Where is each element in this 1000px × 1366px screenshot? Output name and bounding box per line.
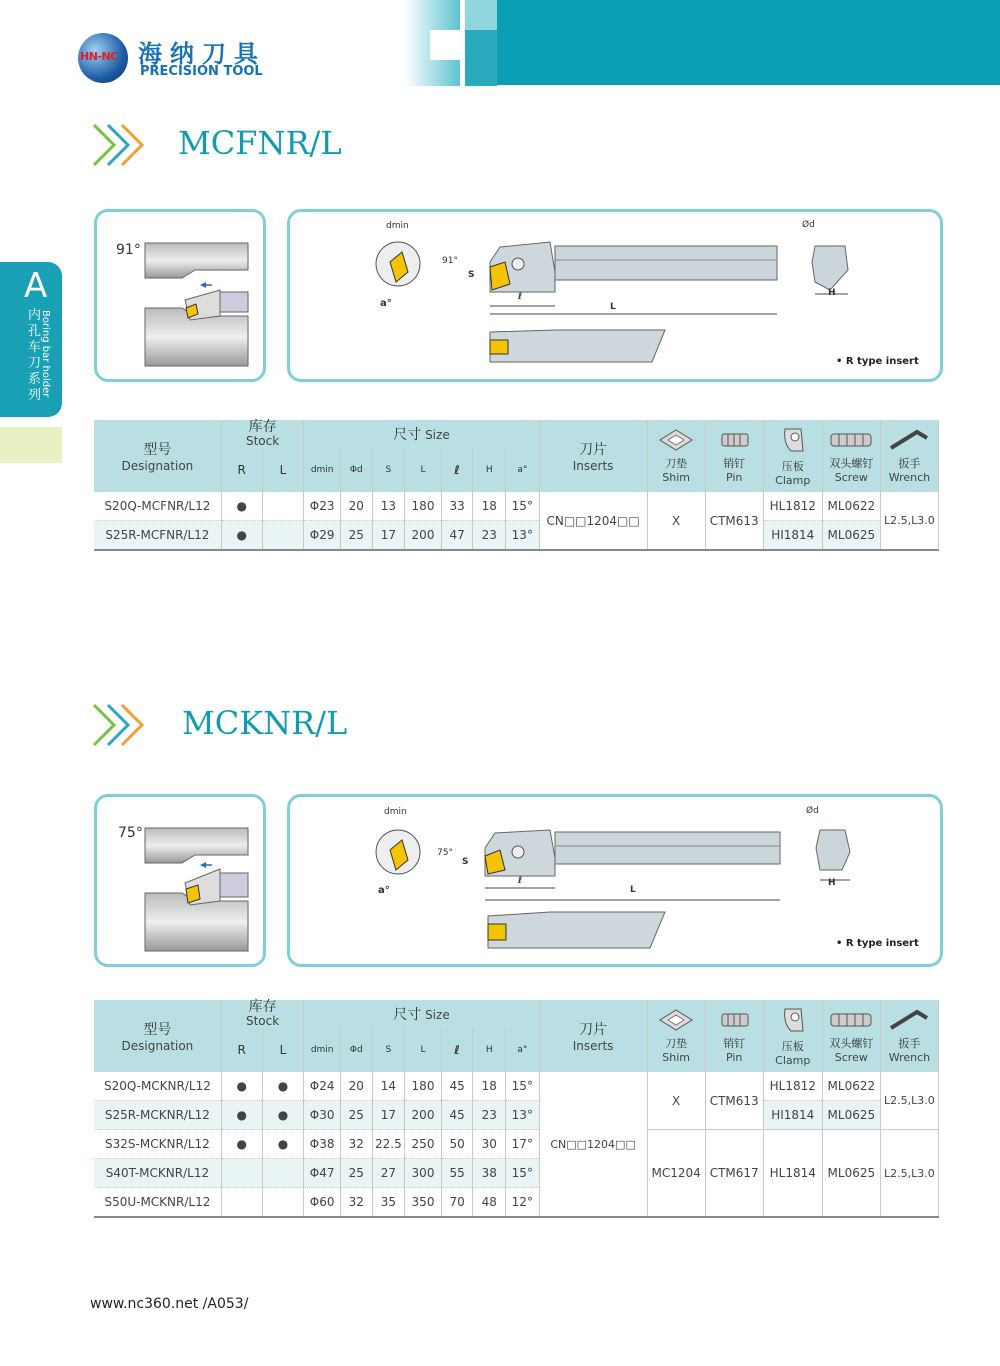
l-big-dim-label: L bbox=[610, 302, 616, 312]
screw-header: 双头螺钉 Screw bbox=[822, 420, 880, 492]
boring-diagram bbox=[140, 825, 252, 955]
spec-table bbox=[94, 420, 939, 551]
boring-diagram bbox=[140, 240, 252, 370]
side-tab-label-en: Boring bar holder bbox=[40, 310, 51, 398]
table-row: S25R-MCFNR/L12 ● Φ29 25 17 200 47 23 13° HI1814 ML0625 bbox=[94, 521, 939, 551]
pin-cell: CTM613 bbox=[705, 492, 763, 550]
clamp-header: 压板 Clamp bbox=[763, 420, 822, 492]
clamp-icon bbox=[773, 1005, 813, 1035]
wrench-header: 扳手 Wrench bbox=[880, 1000, 938, 1072]
pin-cell: CTM613 bbox=[705, 1072, 763, 1130]
pin-cell: CTM617 bbox=[705, 1130, 763, 1218]
col-l-big: L bbox=[405, 448, 442, 492]
pin-header: 销钉 Pin bbox=[705, 1000, 763, 1072]
h-dim-label: H bbox=[828, 878, 836, 888]
shim-header: 刀垫 Shim bbox=[647, 420, 705, 492]
col-s: S bbox=[372, 448, 405, 492]
shim-cell: MC1204 bbox=[647, 1130, 705, 1218]
stock-l-header: L bbox=[262, 448, 304, 492]
side-tab-letter: A bbox=[24, 266, 48, 306]
section-title: MCKNR/L bbox=[182, 704, 348, 742]
col-d: Φd bbox=[341, 448, 373, 492]
dmin-label: dmin bbox=[384, 807, 407, 817]
col-s: S bbox=[372, 1028, 405, 1072]
tool-drawing bbox=[370, 808, 870, 958]
screw-icon bbox=[827, 428, 875, 452]
screw-header: 双头螺钉 Screw bbox=[822, 1000, 880, 1072]
insert-cell: CN□□1204□□ bbox=[539, 492, 647, 550]
col-l-small: ℓ bbox=[441, 1028, 473, 1072]
size-header: 尺寸 Size bbox=[304, 420, 539, 448]
pin-icon bbox=[714, 428, 754, 452]
wrench-icon bbox=[887, 428, 931, 452]
shim-icon bbox=[656, 1008, 696, 1032]
col-dmin: dmin bbox=[304, 1028, 341, 1072]
side-tab-label-cn: 内孔车刀系列 bbox=[28, 308, 42, 403]
d-dim-label: Ød bbox=[806, 806, 819, 816]
wrench-cell: L2.5,L3.0 bbox=[880, 492, 938, 550]
d-dim-label: Ød bbox=[802, 220, 815, 230]
designation-header: 型号 Designation bbox=[94, 1000, 221, 1072]
wrench-cell: L2.5,L3.0 bbox=[880, 1072, 938, 1130]
col-d: Φd bbox=[341, 1028, 373, 1072]
table-row: S20Q-MCFNR/L12 ● Φ23 20 13 180 33 18 15° CN□□1204□□ X CTM613 HL1812 ML0622 L2.5,L3.0 bbox=[94, 492, 939, 521]
logo-globe: HN-NC bbox=[78, 33, 128, 83]
shim-cell: X bbox=[647, 492, 705, 550]
a-dim-label: a° bbox=[378, 885, 390, 896]
col-l-big: L bbox=[405, 1028, 442, 1072]
stock-r-header: R bbox=[221, 1028, 262, 1072]
angle-dim-label: 91° bbox=[442, 256, 458, 266]
brand-name-en: PRECISION TOOL bbox=[140, 64, 263, 79]
s-dim-label: S bbox=[468, 270, 475, 280]
footer-url: www.nc360.net /A053/ bbox=[90, 1296, 249, 1312]
stock-header: 库存 Stock bbox=[221, 1000, 304, 1028]
angle-label: 91° bbox=[116, 242, 141, 258]
chevrons-icon bbox=[92, 122, 150, 168]
s-dim-label: S bbox=[462, 857, 469, 867]
angle-dim-label: 75° bbox=[437, 848, 453, 858]
col-l-small: ℓ bbox=[441, 448, 473, 492]
l-big-dim-label: L bbox=[630, 885, 636, 895]
col-h: H bbox=[473, 1028, 506, 1072]
clamp-header: 压板 Clamp bbox=[763, 1000, 822, 1072]
tool-drawing bbox=[370, 222, 870, 372]
stock-header: 库存 Stock bbox=[221, 420, 304, 448]
l-small-dim-label: ℓ bbox=[518, 876, 523, 886]
shim-header: 刀垫 Shim bbox=[647, 1000, 705, 1072]
shim-cell: X bbox=[647, 1072, 705, 1130]
insert-cell: CN□□1204□□ bbox=[539, 1072, 647, 1217]
table-row: S32S-MCKNR/L12 ● ● Φ38 32 22.5 250 50 30 17° MC1204 CTM617 HL1814 ML0625 L2.5,L3.0 bbox=[94, 1130, 939, 1159]
screw-cell: ML0625 bbox=[822, 1130, 880, 1218]
dmin-label: dmin bbox=[386, 221, 409, 231]
stock-r-header: R bbox=[221, 448, 262, 492]
col-a: a° bbox=[506, 1028, 540, 1072]
header-bar bbox=[495, 0, 1000, 85]
pin-header: 销钉 Pin bbox=[705, 420, 763, 492]
spec-table bbox=[94, 1000, 939, 1218]
wrench-icon bbox=[887, 1008, 931, 1032]
section-title: MCFNR/L bbox=[178, 124, 342, 162]
col-a: a° bbox=[506, 448, 540, 492]
h-dim-label: H bbox=[828, 288, 836, 298]
table-row: S50U-MCKNR/L12 Φ60 32 35 350 70 48 12° bbox=[94, 1188, 939, 1218]
angle-label: 75° bbox=[118, 825, 143, 841]
r-type-note: • R type insert bbox=[836, 356, 919, 367]
clamp-cell: HL1814 bbox=[763, 1130, 822, 1218]
side-tab-green-block bbox=[0, 427, 62, 463]
screw-icon bbox=[827, 1008, 875, 1032]
wrench-header: 扳手 Wrench bbox=[880, 420, 938, 492]
col-h: H bbox=[473, 448, 506, 492]
shim-icon bbox=[656, 428, 696, 452]
wrench-cell: L2.5,L3.0 bbox=[880, 1130, 938, 1218]
clamp-icon bbox=[773, 425, 813, 455]
chevrons-icon bbox=[92, 702, 150, 748]
col-dmin: dmin bbox=[304, 448, 341, 492]
brand-name-cn: 海纳刀具 bbox=[138, 40, 266, 68]
designation-header: 型号 Designation bbox=[94, 420, 221, 492]
r-type-note: • R type insert bbox=[836, 938, 919, 949]
table-row: S25R-MCKNR/L12 ● ● Φ30 25 17 200 45 23 13° HI1814 ML0625 bbox=[94, 1101, 939, 1130]
stock-l-header: L bbox=[262, 1028, 304, 1072]
a-dim-label: a° bbox=[380, 298, 392, 309]
header-gradient-squares bbox=[405, 0, 497, 86]
pin-icon bbox=[714, 1008, 754, 1032]
inserts-header: 刀片 Inserts bbox=[539, 420, 647, 492]
table-row: S40T-MCKNR/L12 Φ47 25 27 300 55 38 15° bbox=[94, 1159, 939, 1188]
table-row: S20Q-MCKNR/L12 ● ● Φ24 20 14 180 45 18 15° CN□□1204□□ X CTM613 HL1812 ML0622 L2.5,L3.0 bbox=[94, 1072, 939, 1101]
size-header: 尺寸 Size bbox=[304, 1000, 539, 1028]
l-small-dim-label: ℓ bbox=[518, 292, 523, 302]
inserts-header: 刀片 Inserts bbox=[539, 1000, 647, 1072]
